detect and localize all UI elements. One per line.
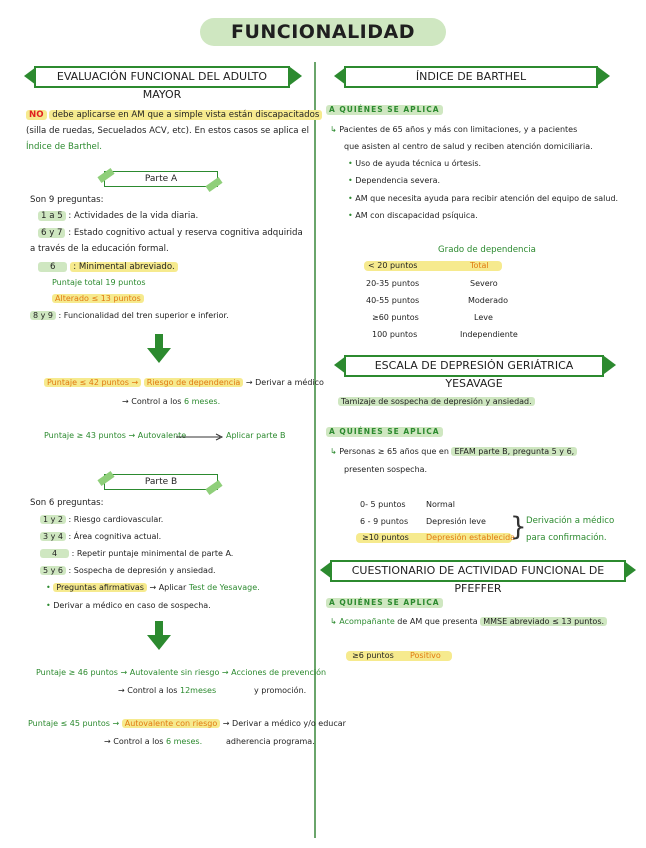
ribbon-right (604, 356, 616, 374)
bullet-item: • Dependencia severa. (348, 176, 441, 185)
barthel-line-2: que asisten al centro de salud y reciben atención domiciliaria. (344, 142, 593, 151)
arrow-down-icon (146, 334, 172, 364)
result-2 (44, 430, 186, 442)
tamizaje (338, 396, 535, 408)
alterado (52, 293, 144, 305)
item-number: 1 y 2 (40, 515, 66, 524)
intro-line-1 (26, 109, 322, 121)
yes-level: Normal (426, 500, 455, 509)
list-item (38, 227, 303, 239)
result-text: → Derivar a médico (245, 378, 324, 387)
long-arrow-icon (176, 433, 224, 441)
section-banner-barthel: ÍNDICE DE BARTHEL (344, 66, 598, 88)
bullet-item: • Preguntas afirmativas → Aplicar Test de Yesavage. (46, 583, 260, 592)
ribbon-right (624, 561, 636, 579)
result-b-1 (36, 667, 326, 679)
item-text: : Minimental abreviado. (70, 262, 178, 272)
bullet-text: → Aplicar (149, 583, 187, 592)
grado-range: 20-35 puntos (366, 279, 420, 288)
ribbon-right (598, 67, 610, 85)
grado-range: 100 puntos (372, 330, 418, 339)
item-number: 4 (40, 549, 69, 558)
grado-title: Grado de dependencia (438, 245, 536, 255)
grado-range: ≥60 puntos (372, 313, 419, 322)
list-item (40, 565, 216, 577)
yesavage-line-2: presenten sospecha. (344, 465, 428, 474)
aplica-label: A QUIÉNES SE APLICA (326, 105, 443, 115)
result-months: 6 meses. (183, 397, 221, 406)
ribbon-right (290, 67, 302, 85)
yes-range: 6 - 9 puntos (360, 517, 409, 526)
item-number: 8 y 9 (30, 311, 56, 320)
yes-range: ≥10 puntos (362, 533, 409, 542)
bullet-item: • AM que necesita ayuda para recibir atención del equipo de salud. (348, 194, 619, 203)
brace-icon: } (510, 512, 527, 542)
result-b-1-control (118, 685, 216, 697)
grado-level: Independiente (460, 330, 518, 339)
list-item (40, 514, 163, 526)
bullet-test: Test de Yesavage. (188, 583, 260, 592)
grado-level: Total (470, 261, 489, 270)
item-number: 5 y 6 (40, 566, 66, 575)
parte-b-box: Parte B (104, 474, 218, 490)
barthel-line-1: ↳ Pacientes de 65 años y más con limitaciones, y a pacientes (330, 125, 578, 134)
bullet-item: • Uso de ayuda técnica u órtesis. (348, 159, 482, 168)
item-text: : Actividades de la vida diaria. (68, 211, 199, 221)
bullet-item: • Derivar a médico en caso de sospecha. (46, 601, 211, 610)
intro-text-1: debe aplicarse en AM que a simple vista están discapacitados (49, 110, 322, 120)
list-item (40, 531, 161, 543)
result-text: → Control a los (122, 397, 182, 406)
pfeffer-acompanante: Acompañante (339, 617, 395, 626)
result-text: Puntaje ≥ 43 puntos → Autovalente (44, 431, 187, 440)
puntaje-total: Puntaje total 19 puntos (52, 278, 146, 287)
bullet-text: Dependencia severa. (355, 176, 441, 185)
derivacion-2: para confirmación. (526, 533, 607, 543)
no-label: NO (26, 110, 47, 120)
result-text: → Control a los (118, 686, 178, 695)
parte-b-son: Son 6 preguntas: (30, 498, 104, 508)
grado-level: Severo (470, 279, 498, 288)
result-riesgo: Riesgo de dependencia (144, 378, 244, 387)
page-title: FUNCIONALIDAD (200, 18, 446, 46)
yes-range: 0- 5 puntos (360, 500, 406, 509)
result-text: → Derivar a médico y/o educar (222, 719, 346, 728)
result-1-control (122, 396, 220, 408)
derivacion-1: Derivación a médico (526, 516, 615, 526)
item-number: 6 y 7 (38, 228, 65, 238)
intro-line-3: Índice de Barthel. (26, 142, 102, 152)
bullet-text: Derivar a médico en caso de sospecha. (53, 601, 211, 610)
grado-range: < 20 puntos (368, 261, 418, 270)
result-months: 12meses (179, 686, 217, 695)
item-text: : Área cognitiva actual. (68, 532, 162, 541)
aplicar-parte-b: Aplicar parte B (226, 431, 286, 440)
pfeffer-text: de AM que presenta (397, 617, 478, 626)
result-b-1-promo: y promoción. (254, 686, 307, 695)
result-riesgo: Autovalente con riesgo (122, 719, 221, 728)
parte-a-son: Son 9 preguntas: (30, 195, 104, 205)
barthel-text: Pacientes de 65 años y más con limitaciones, y a pacientes (339, 125, 578, 134)
item-number: 3 y 4 (40, 532, 66, 541)
yesavage-text: Personas ≥ 65 años que en (339, 447, 449, 456)
section-banner-pfeffer: CUESTIONARIO DE ACTIVIDAD FUNCIONAL DE PFEFFER (330, 560, 626, 582)
grado-level: Leve (474, 313, 493, 322)
bullet-text: AM que necesita ayuda para recibir atención del equipo de salud. (355, 194, 619, 203)
result-1 (44, 377, 324, 389)
result-b-2 (28, 718, 346, 730)
grado-range: 40-55 puntos (366, 296, 420, 305)
item-text: : Estado cognitivo actual y reserva cognitiva adquirida (68, 228, 303, 238)
grado-level: Moderado (468, 296, 508, 305)
tamizaje-text: Tamizaje de sospecha de depresión y ansiedad. (338, 397, 535, 406)
result-months: 6 meses. (165, 737, 203, 746)
item-text: : Riesgo cardiovascular. (68, 515, 164, 524)
list-item: a través de la educación formal. (30, 244, 169, 254)
bullet-text: Uso de ayuda técnica u órtesis. (355, 159, 482, 168)
alterado-text: Alterado ≤ 13 puntos (52, 294, 144, 303)
pfeffer-range: ≥6 puntos (352, 651, 394, 660)
result-text: Puntaje ≤ 45 puntos → (28, 719, 120, 728)
bullet-text: Preguntas afirmativas (53, 583, 147, 592)
item-text: : Sospecha de depresión y ansiedad. (68, 566, 216, 575)
item-number: 6 (38, 262, 67, 272)
arrow-down-icon (146, 621, 172, 651)
bullet-item: • AM con discapacidad psíquica. (348, 211, 478, 220)
list-item (30, 310, 229, 322)
item-number: 1 a 5 (38, 211, 66, 221)
result-text: Puntaje ≥ 46 puntos → Autovalente sin riesgo → Acciones de prevención (36, 668, 327, 677)
aplica-label: A QUIÉNES SE APLICA (326, 598, 443, 608)
yesavage-line-1: ↳ Personas ≥ 65 años que en EFAM parte B, pregunta 5 y 6, (330, 446, 577, 458)
list-item (38, 261, 178, 273)
aplica-label: A QUIÉNES SE APLICA (326, 427, 443, 437)
list-item (38, 210, 198, 222)
result-b-2-adherencia: adherencia programa. (226, 737, 315, 746)
result-text: → Control a los (104, 737, 164, 746)
result-b-2-control (104, 736, 202, 748)
yesavage-efam: EFAM parte B, pregunta 5 y 6, (451, 447, 577, 456)
yes-level: Depresión leve (426, 517, 486, 526)
bullet-text: AM con discapacidad psíquica. (355, 211, 478, 220)
list-item (40, 548, 233, 560)
item-text: : Repetir puntaje minimental de parte A. (71, 549, 234, 558)
parte-a-box: Parte A (104, 171, 218, 187)
pfeffer-line-1: ↳ Acompañante de AM que presenta MMSE abreviado ≤ 13 puntos. (330, 616, 607, 628)
result-text: Puntaje ≤ 42 puntos → (44, 378, 141, 387)
section-banner-yesavage: ESCALA DE DEPRESIÓN GERIÁTRICA YESAVAGE (344, 355, 604, 377)
section-banner-efam: EVALUACIÓN FUNCIONAL DEL ADULTO MAYOR (34, 66, 290, 88)
yes-level: Depresión establecida (426, 533, 516, 542)
intro-line-2: (silla de ruedas, Secuelados ACV, etc). En estos casos se aplica el (26, 126, 309, 136)
pfeffer-mmse: MMSE abreviado ≤ 13 puntos. (480, 617, 607, 626)
item-text: : Funcionalidad del tren superior e inferior. (58, 311, 229, 320)
pfeffer-positivo: Positivo (410, 651, 441, 660)
